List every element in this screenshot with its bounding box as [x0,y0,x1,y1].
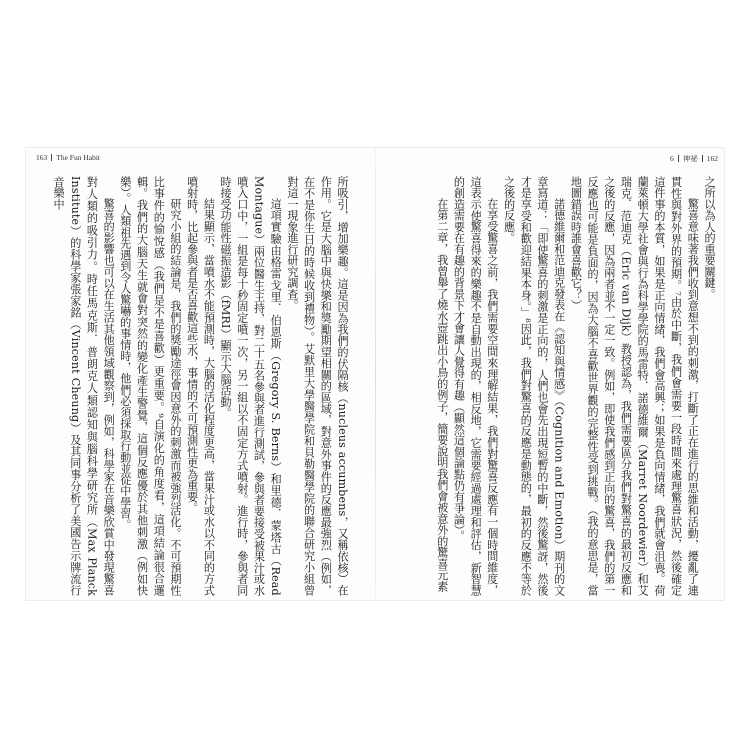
left-page [26,148,375,600]
right-page [375,148,724,600]
paragraph: 諾德維爾和范迪克發表在《認知與情感》（Cognition and Emotion）期刊的文章寫道：「即使驚喜的刺激是正向的，人們也會先出現短暫的中斷，然後驚訝，然後才是享受和歡迎結果本身。」⁸因此，我們對驚喜的反應是動態的，最初的反應不等於之後的反應。 [502,176,566,596]
left-page-number: 163 [36,153,48,162]
right-page-body [387,176,717,596]
right-page-number: 162 [706,154,718,163]
header-separator [51,154,52,161]
right-page-header [670,153,718,164]
header-separator [678,155,679,162]
right-running-title: 神祕 [682,154,698,163]
paragraph: 結果顯示，當噴水不能預測時，大腦的活化程度更高，當果汁或水以不同的方式噴射時，比起參與者是否喜歡這些水，事情的不可預測性更為重要。 [185,176,216,596]
left-running-title: The Fun Habit [56,153,100,162]
paragraph: 在享受驚喜之前，我們需要空間來理解結果，我們對驚喜反應有一個時間維度，這表示使驚喜得來的樂趣不是自動出現的，相反地，它需要經過處理和評估，新智慧的創造需要在有趣的背景下才會讓人覺得有趣（顯然這個論點仍有爭論）。 [452,176,499,596]
paragraph: 之所以為人的重要關鍵。 [703,176,716,300]
chapter-number: 6 [670,154,674,163]
paragraph: 驚喜意味著我們收到意想不到的刺激，打斷了正在進行的思維和活動，擾亂了連貫性與對外界的預期。⁷由於中斷，我們會需要一段時間來處理驚喜狀況，然後確定這件事的本質，如果是正向情緒，我們會高興；如果是負向情緒，我們就會沮喪。荷蘭萊頓大學社會與行為科學學院的馬雷特．諾德維爾（Marret Noordewier）和艾瑞克．范迪克（Eric van Dijk）教授認為，我們需要區分我們對驚喜的最初反應和之後的反應，因為兩者並不一定一致。例如，即使我們感到正向的驚喜，我們的第一反應也可能是負面的，因為大腦不喜歡世界觀的完整性受到挑戰。（我的意思是，當地圖錯誤時誰會喜歡它？） [569,176,700,596]
paragraph: 所吸引，增加樂趣。這是因為我們的伏隔核（nucleus accumbens，又稱依核）在作用。它是大腦中與快樂和獎勵期望相關的區域，對意外事件的反應最強烈（例如，在不是你生日的時候收到禮物）。艾默里大學醫學院和貝勒醫學院的聯合研究小組曾對這一現象進行研究調查。 [285,176,349,596]
left-page-body [52,176,350,596]
paragraph: 這項實驗由格雷戈里．伯恩斯（Gregory S. Berns）和里德．蒙塔古（Read Montague）兩位醫生主持，對二十五名參與者進行測試，參與者要接受被果汁或水噴入口中，一組是每十秒固定噴一次，另一組以不固定方式噴射。進行時，參與者同時接受功能性磁振造影（fMRI）顯示大腦活動。 [219,176,283,596]
header-separator [702,155,703,162]
paragraph: 在第二章，我曾舉了燒水壺跳出小鳥的例子，簡要說明我們會被意外的驚喜元素 [435,198,449,592]
paragraph: 驚喜的影響也可以在生活其他領域觀察到，例如，科學家在音樂欣賞中發現驚喜對人類的吸引力。時任馬克斯．普朗克人類認知與腦科學研究所（Max Planck Institute）的科學家張家銘（Vincent Cheung）及其同事分析了美國告示牌流行音樂中 [52,176,116,596]
paragraph: 研究小組的結論是，我們的獎勵途徑會因意外的刺激而被強烈活化。不可預期性比事件的愉悅感（我們是不是喜歡）更重要。⁹自演化的角度看，這項結論很合邏輯。我們的大腦天生就會對突然的變化產生警覺，這個反應優於其他刺激（例如快樂）。人類祖先遇到令人驚嚇的事情時，他們必須採取行動並從中學習。 [118,176,182,596]
book-spread [26,148,724,600]
left-page-header [36,153,100,162]
